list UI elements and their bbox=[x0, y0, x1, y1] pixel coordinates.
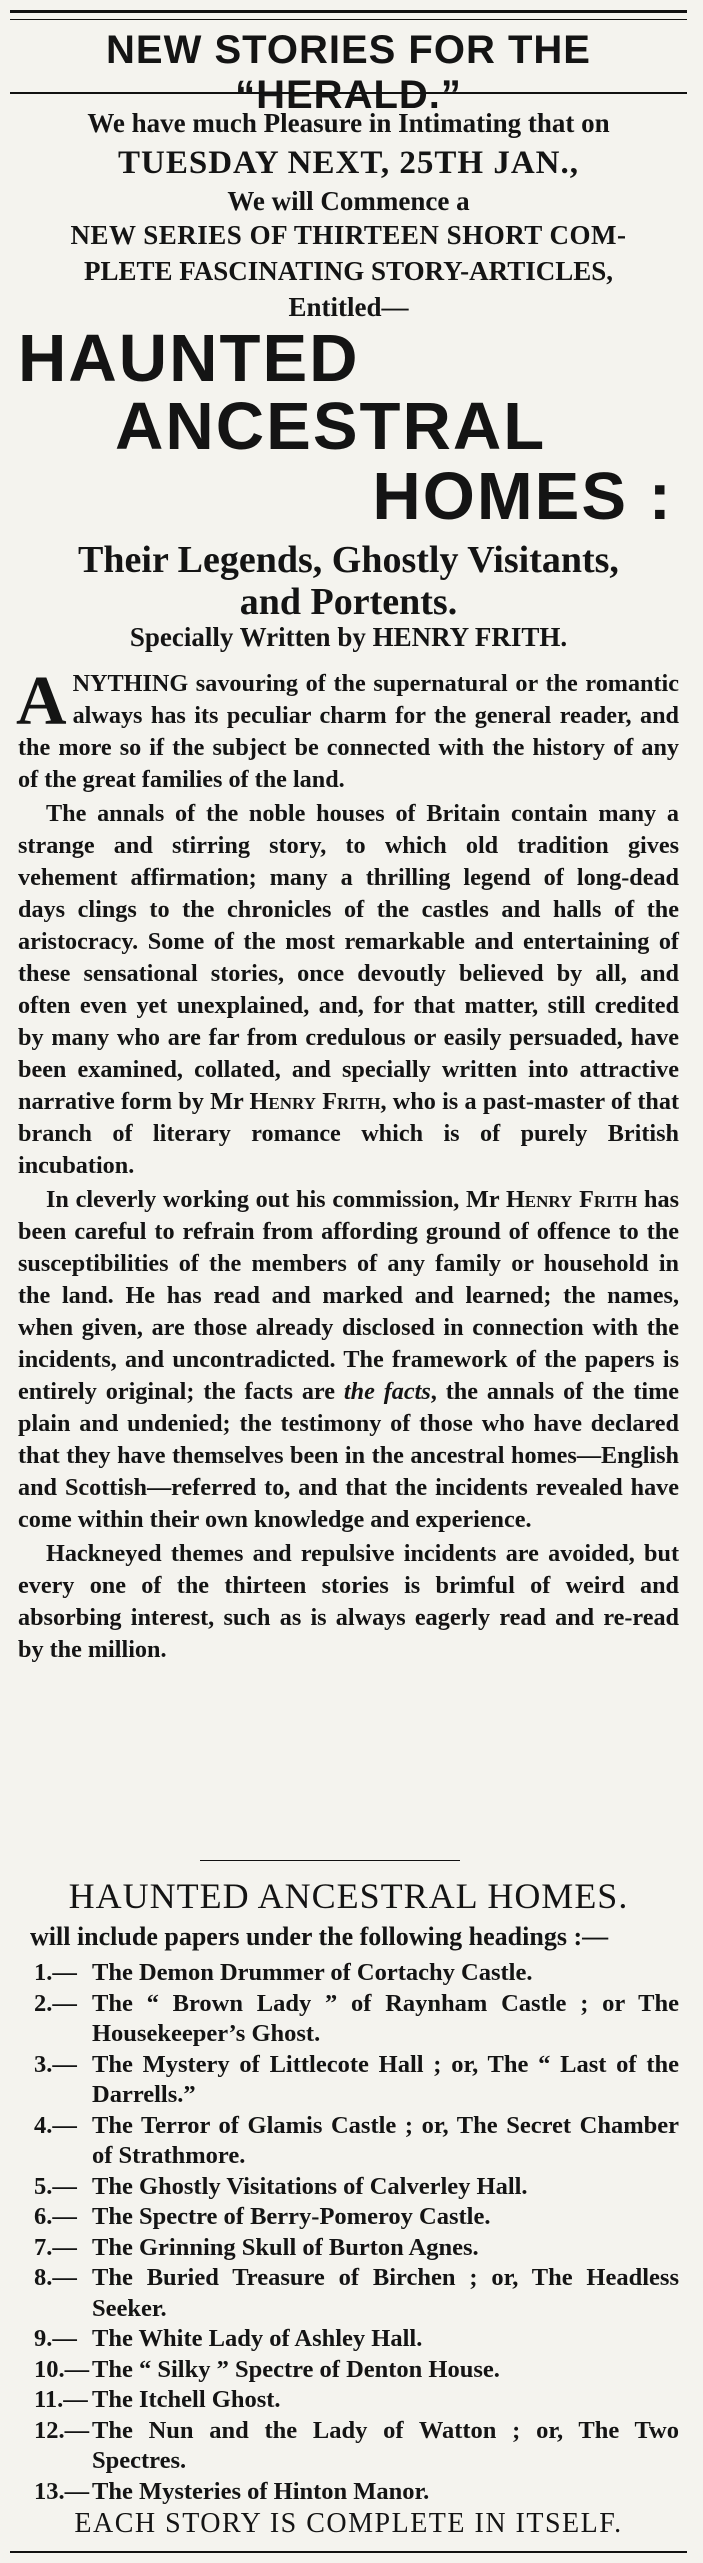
story-item bbox=[34, 2202, 679, 2233]
paragraph-2 bbox=[18, 798, 679, 1182]
paragraph-3-text-c: , the annals of the time plain and undenied; the testimony of those who have declared that they have themselves been in the ancestral homes—English and Scottish—referred to, and that the incidents revealed have come within their own knowledge and experience. bbox=[18, 1378, 680, 1533]
story-title: The “ Silky ” Spectre of Denton House. bbox=[92, 2355, 500, 2383]
title-homes: HOMES : bbox=[372, 459, 673, 534]
story-number: 13.— bbox=[34, 2477, 90, 2505]
story-number: 8.— bbox=[34, 2264, 77, 2291]
story-number: 6.— bbox=[34, 2203, 77, 2230]
announce-line-5: PLETE FASCINATING STORY-ARTICLES, bbox=[84, 256, 613, 286]
author-name: Henry Frith bbox=[249, 1088, 381, 1115]
story-title: The Terror of Glamis Castle ; or, The Secret Chamber of Strathmore. bbox=[92, 2111, 679, 2169]
story-number: 11.— bbox=[34, 2386, 88, 2413]
story-number: 10.— bbox=[34, 2355, 90, 2383]
story-title: The Nun and the Lady of Watton ; or, The Two Spectres. bbox=[92, 2416, 679, 2474]
story-number: 9.— bbox=[34, 2325, 77, 2352]
story-number: 2.— bbox=[34, 1989, 77, 2017]
section-rule bbox=[200, 1860, 460, 1861]
subtitle-line-2: and Portents. bbox=[239, 581, 458, 623]
story-item bbox=[34, 2385, 679, 2416]
story-title: The Itchell Ghost. bbox=[92, 2386, 281, 2413]
paragraph-4: Hackneyed themes and repulsive incidents are avoided, but every one of the thirteen stories is brimful of weird and absorbing interest, such as is always eagerly read and re-read by the million. bbox=[18, 1540, 679, 1663]
byline: Specially Written by HENRY FRITH. bbox=[129, 622, 568, 652]
subtitle-line-1: Their Legends, Ghostly Visitants, bbox=[78, 539, 619, 581]
story-title: The “ Brown Lady ” of Raynham Castle ; or The Housekeeper’s Ghost. bbox=[92, 1989, 679, 2047]
section-title: HAUNTED ANCESTRAL HOMES. bbox=[68, 1876, 629, 1916]
story-number: 12.— bbox=[34, 2416, 90, 2444]
paragraph-3-text-b: has been careful to refrain from affording ground of offence to the susceptibilities of the members of any family or household in the land. He has read and marked and learned; the names, when given, are those already disclosed in connection with the incidents, and uncontradicted. The framework of the papers is entirely original; the facts are bbox=[18, 1186, 680, 1405]
story-item bbox=[34, 2324, 679, 2355]
paragraph-1 bbox=[16, 663, 679, 796]
story-item bbox=[34, 2416, 679, 2477]
story-item bbox=[34, 1989, 679, 2050]
story-number: 1.— bbox=[34, 1959, 77, 1986]
announce-line-3: We will Commence a bbox=[227, 186, 470, 216]
announce-line-1: We have much Pleasure in Intimating that on bbox=[87, 108, 610, 138]
title-haunted: HAUNTED bbox=[18, 321, 360, 396]
story-title: The Buried Treasure of Birchen ; or, The Headless Seeker. bbox=[92, 2264, 679, 2322]
story-title: The Mysteries of Hinton Manor. bbox=[92, 2477, 430, 2505]
story-number: 5.— bbox=[34, 2172, 77, 2200]
emphasis-the-facts: the facts bbox=[343, 1378, 431, 1405]
story-title: The Mystery of Littlecote Hall ; or, The “ Last of the Darrells.” bbox=[92, 2050, 679, 2108]
section-intro: will include papers under the following headings :— bbox=[30, 1922, 609, 1951]
paragraph-3 bbox=[18, 1184, 679, 1536]
story-item bbox=[34, 2263, 679, 2324]
paragraph-2-text-a: The annals of the noble houses of Britain contain many a strange and stirring story, to which old tradition gives vehement affirmation; many a thrilling legend of long-dead days clings to the chronicles of the castles and halls of the aristocracy. Some of the most remarkable and entertaining of these sensational stories, once devoutly believed by all, and often even yet unexplained, and, for that matter, still credited by many who are far from credulous or easily persuaded, have been examined, collated, and specially written into attractive narrative form by Mr bbox=[18, 800, 679, 1115]
announce-line-2: TUESDAY NEXT, 25TH JAN., bbox=[117, 145, 580, 181]
top-double-rule bbox=[10, 10, 687, 20]
headline: NEW STORIES FOR THE “HERALD.” bbox=[106, 28, 591, 117]
article-body bbox=[16, 663, 680, 1666]
announce-line-4: NEW SERIES OF THIRTEEN SHORT COM- bbox=[70, 220, 627, 250]
story-title: The Grinning Skull of Burton Agnes. bbox=[92, 2233, 479, 2261]
story-item bbox=[34, 2355, 679, 2386]
story-number: 3.— bbox=[34, 2050, 77, 2078]
paragraph-3-text-a: In cleverly working out his commission, Mr bbox=[46, 1186, 500, 1213]
story-title: The Ghostly Visitations of Calverley Hall. bbox=[92, 2172, 528, 2200]
story-item bbox=[34, 2172, 679, 2203]
story-number: 7.— bbox=[34, 2233, 77, 2261]
paragraph-2-text-b: , who is a past-master of that branch of literary romance which is of purely British incubation. bbox=[18, 1088, 680, 1179]
closing-line: EACH STORY IS COMPLETE IN ITSELF. bbox=[74, 2508, 623, 2539]
story-title: The White Lady of Ashley Hall. bbox=[92, 2325, 423, 2352]
story-title: The Spectre of Berry-Pomeroy Castle. bbox=[92, 2203, 491, 2230]
drop-cap: A bbox=[16, 663, 67, 740]
bottom-rule bbox=[10, 2551, 687, 2553]
paragraph-1-text: NYTHING savouring of the supernatural or the romantic always has its peculiar charm for the general reader, and the more so if the subject be connected with the history of any of the great families of the land. bbox=[18, 670, 679, 793]
story-number: 4.— bbox=[34, 2111, 77, 2139]
headline-rule bbox=[10, 92, 687, 94]
announce-line-6: Entitled— bbox=[288, 292, 409, 322]
author-name: Henry Frith bbox=[505, 1186, 638, 1213]
title-ancestral: ANCESTRAL bbox=[115, 389, 547, 464]
story-item bbox=[34, 1958, 679, 1989]
story-title: The Demon Drummer of Cortachy Castle. bbox=[92, 1959, 533, 1986]
story-item bbox=[34, 2111, 679, 2172]
story-list bbox=[34, 1958, 679, 2507]
story-item bbox=[34, 2477, 679, 2508]
story-item bbox=[34, 2050, 679, 2111]
story-item bbox=[34, 2233, 679, 2264]
